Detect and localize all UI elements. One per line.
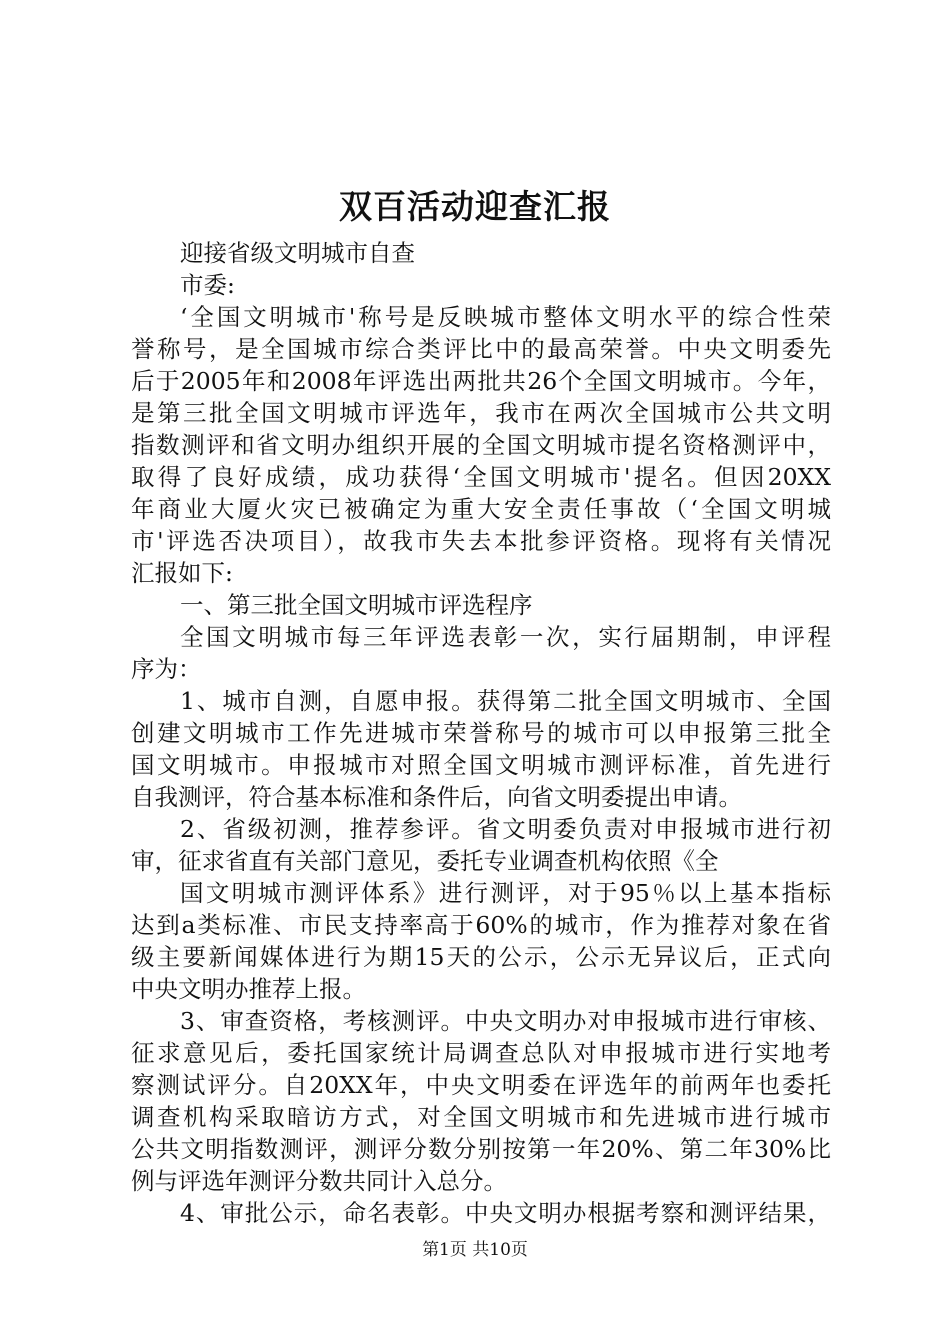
text-line: 国文明城市测评体系》进行测评，对于95％以上基本指标 (180, 879, 831, 907)
text-line: 迎接省级文明城市自查 (180, 239, 415, 267)
text-line: 创建文明城市工作先进城市荣誉称号的城市可以申报第三批全 (131, 719, 831, 747)
document-title: 双百活动迎查汇报 (339, 187, 611, 226)
text-line: 达到a类标准、市民支持率高于60%的城市，作为推荐对象在省 (131, 911, 831, 939)
text-line: 自我测评，符合基本标准和条件后，向省文明委提出申请。 (131, 783, 742, 811)
text-line: 后于2005年和2008年评选出两批共26个全国文明城市。今年， (131, 367, 831, 395)
text-line: 4、审批公示，命名表彰。中央文明办根据考察和测评结果， (180, 1199, 831, 1227)
section-heading: 一、第三批全国文明城市评选程序 (180, 591, 533, 619)
text-line: 中央文明办推荐上报。 (131, 975, 366, 1003)
text-line: 审，征求省直有关部门意见，委托专业调查机构依照《全 (131, 847, 719, 875)
text-line: 2、省级初测，推荐参评。省文明委负责对申报城市进行初 (180, 815, 831, 843)
text-line: 年商业大厦火灾已被确定为重大安全责任事故（‘全国文明城 (131, 495, 831, 523)
page-footer: 第1页 共10页 (422, 1240, 528, 1260)
text-line: 3、审查资格，考核测评。中央文明办对申报城市进行审核、 (180, 1007, 831, 1035)
text-line: 级主要新闻媒体进行为期15天的公示，公示无异议后，正式向 (131, 943, 831, 971)
text-line: 序为： (131, 655, 202, 683)
text-line: 征求意见后，委托国家统计局调查总队对申报城市进行实地考 (131, 1039, 831, 1067)
text-line: 国文明城市。申报城市对照全国文明城市测评标准，首先进行 (131, 751, 831, 779)
text-line: 全国文明城市每三年评选表彰一次，实行届期制，申评程 (180, 623, 831, 651)
text-line: 誉称号，是全国城市综合类评比中的最高荣誉。中央文明委先 (131, 335, 831, 363)
text-line: 市'评选否决项目），故我市失去本批参评资格。现将有关情况 (131, 527, 831, 555)
text-line: 指数测评和省文明办组织开展的全国文明城市提名资格测评中， (131, 431, 831, 459)
text-line: 例与评选年测评分数共同计入总分。 (131, 1167, 507, 1195)
text-line: 公共文明指数测评，测评分数分别按第一年20%、第二年30%比 (131, 1135, 831, 1163)
text-line: 察测试评分。自20XX年，中央文明委在评选年的前两年也委托 (131, 1071, 831, 1099)
text-line: ‘全国文明城市'称号是反映城市整体文明水平的综合性荣 (180, 303, 831, 331)
text-line: 取得了良好成绩，成功获得‘全国文明城市'提名。但因20XX (131, 463, 831, 491)
text-line: 调查机构采取暗访方式，对全国文明城市和先进城市进行城市 (131, 1103, 831, 1131)
text-line: 市委: (180, 271, 235, 299)
text-line: 1、城市自测，自愿申报。获得第二批全国文明城市、全国 (180, 687, 831, 715)
text-line: 汇报如下: (131, 559, 233, 587)
text-line: 是第三批全国文明城市评选年，我市在两次全国城市公共文明 (131, 399, 831, 427)
